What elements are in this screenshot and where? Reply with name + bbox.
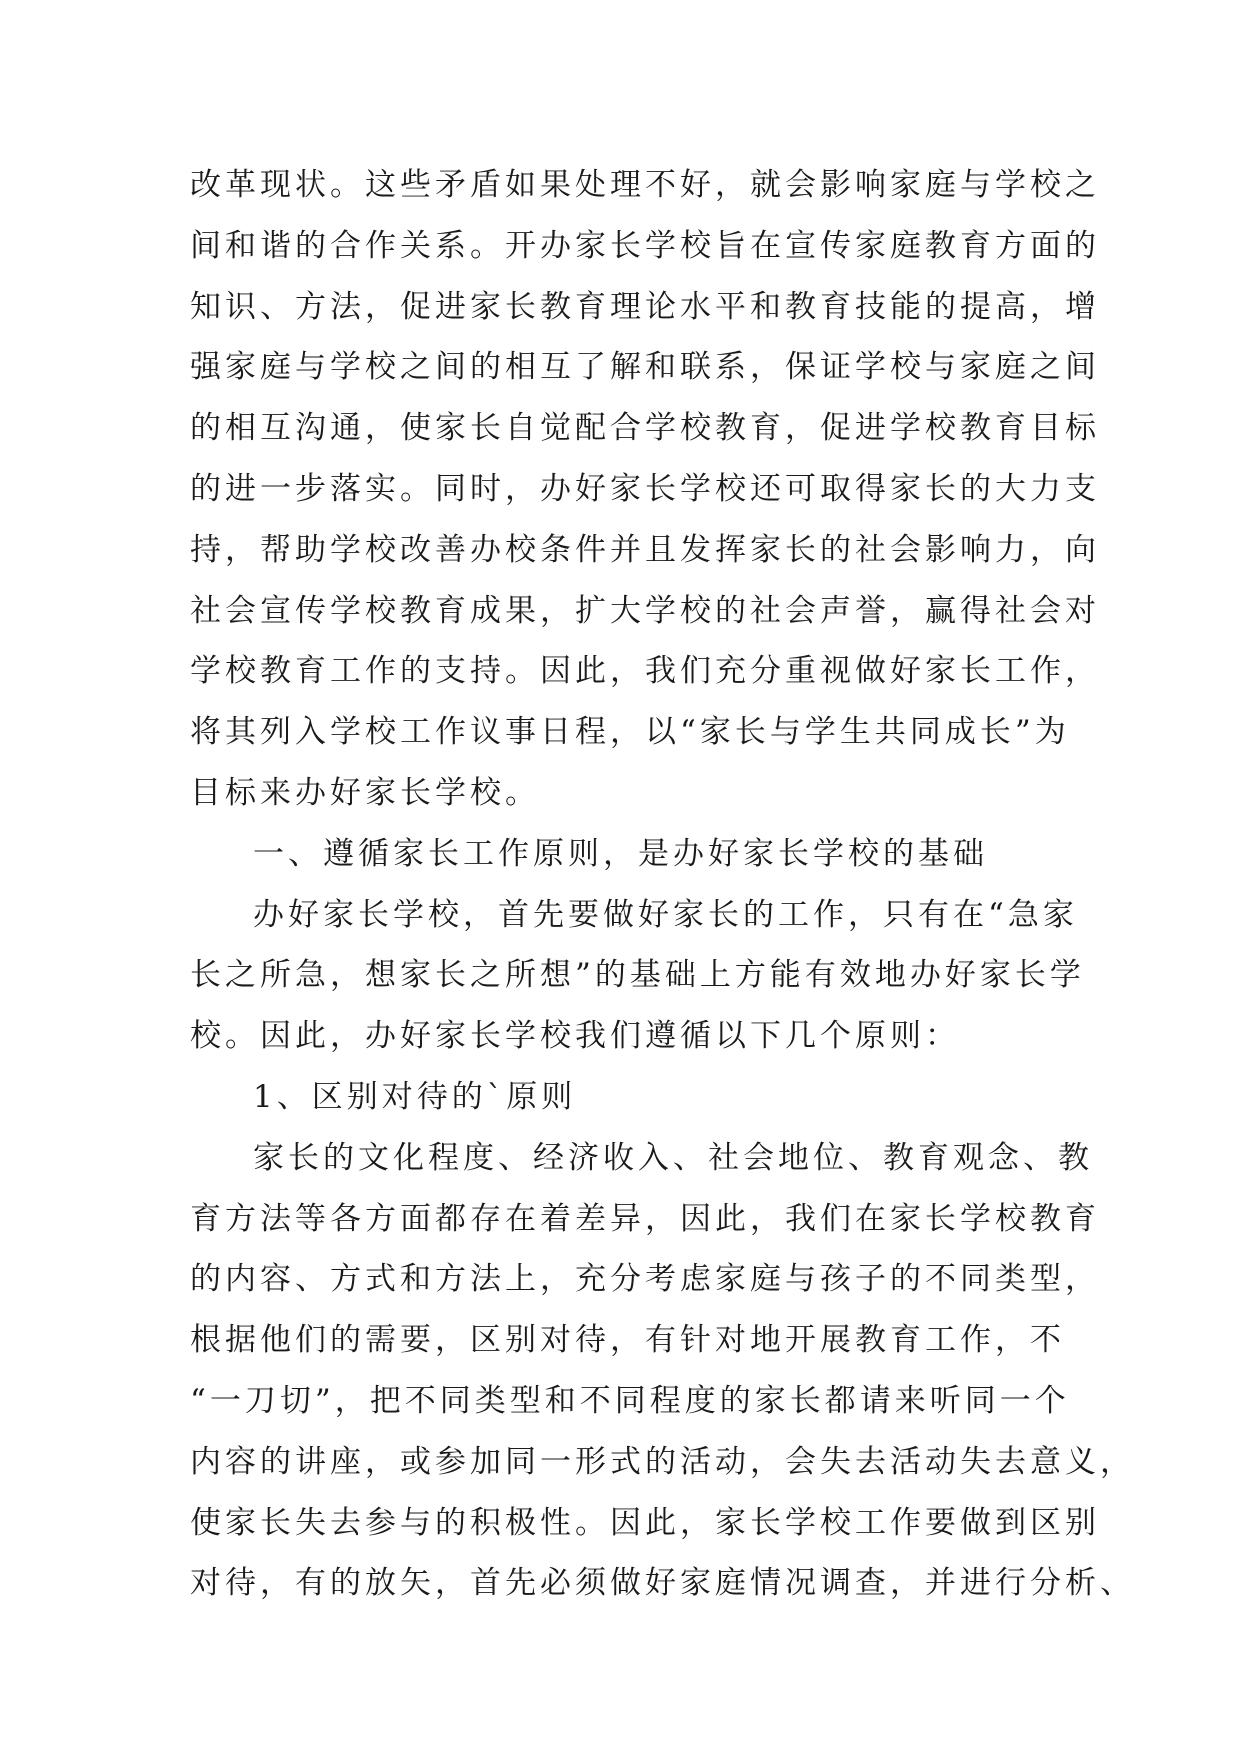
text-line: 目标来办好家长学校。 <box>190 774 540 811</box>
text-line: 办好家长学校，首先要做好家长的工作，只有在“急家 <box>253 896 1078 933</box>
text-line: 的相互沟通，使家长自觉配合学校教育，促进学校教育目标 <box>190 410 1100 447</box>
text-line: 的内容、方式和方法上，充分考虑家庭与孩子的不同类型， <box>190 1261 1100 1298</box>
text-line: 将其列入学校工作议事日程，以“家长与学生共同成长”为 <box>190 714 1070 751</box>
text-line: 的进一步落实。同时，办好家长学校还可取得家长的大力支 <box>190 470 1100 507</box>
text-line: 学校教育工作的支持。因此，我们充分重视做好家长工作， <box>190 653 1100 690</box>
text-line: 根据他们的需要，区别对待，有针对地开展教育工作，不 <box>190 1322 1065 1359</box>
text-line: 使家长失去参与的积极性。因此，家长学校工作要做到区别 <box>190 1504 1100 1541</box>
text-line: 社会宣传学校教育成果，扩大学校的社会声誉，赢得社会对 <box>190 592 1100 629</box>
body-text <box>190 155 1135 1614</box>
text-line: 持，帮助学校改善办校条件并且发挥家长的社会影响力，向 <box>190 531 1100 568</box>
text-line: 知识、方法，促进家长教育理论水平和教育技能的提高，增 <box>190 288 1100 325</box>
text-line: 家长的文化程度、经济收入、社会地位、教育观念、教 <box>253 1139 1093 1176</box>
text-line: “一刀切”，把不同类型和不同程度的家长都请来听同一个 <box>190 1382 1070 1419</box>
text-line: 内容的讲座，或参加同一形式的活动，会失去活动失去意义， <box>190 1443 1135 1480</box>
text-line: 强家庭与学校之间的相互了解和联系，保证学校与家庭之间 <box>190 349 1100 386</box>
text-line: 长之所急，想家长之所想”的基础上方能有效地办好家长学 <box>190 957 1085 994</box>
text-line: 对待，有的放矢，首先必须做好家庭情况调查，并进行分析、 <box>190 1565 1135 1602</box>
text-line: 育方法等各方面都存在着差异，因此，我们在家长学校教育 <box>190 1200 1100 1237</box>
text-line: 校。因此，办好家长学校我们遵循以下几个原则： <box>190 1018 960 1055</box>
text-line: 改革现状。这些矛盾如果处理不好，就会影响家庭与学校之 <box>190 167 1100 203</box>
text-line: 间和谐的合作关系。开办家长学校旨在宣传家庭教育方面的 <box>190 227 1100 264</box>
subsection-heading: 1、区别对待的`原则 <box>253 1078 577 1115</box>
section-heading: 一、遵循家长工作原则，是办好家长学校的基础 <box>253 835 988 872</box>
